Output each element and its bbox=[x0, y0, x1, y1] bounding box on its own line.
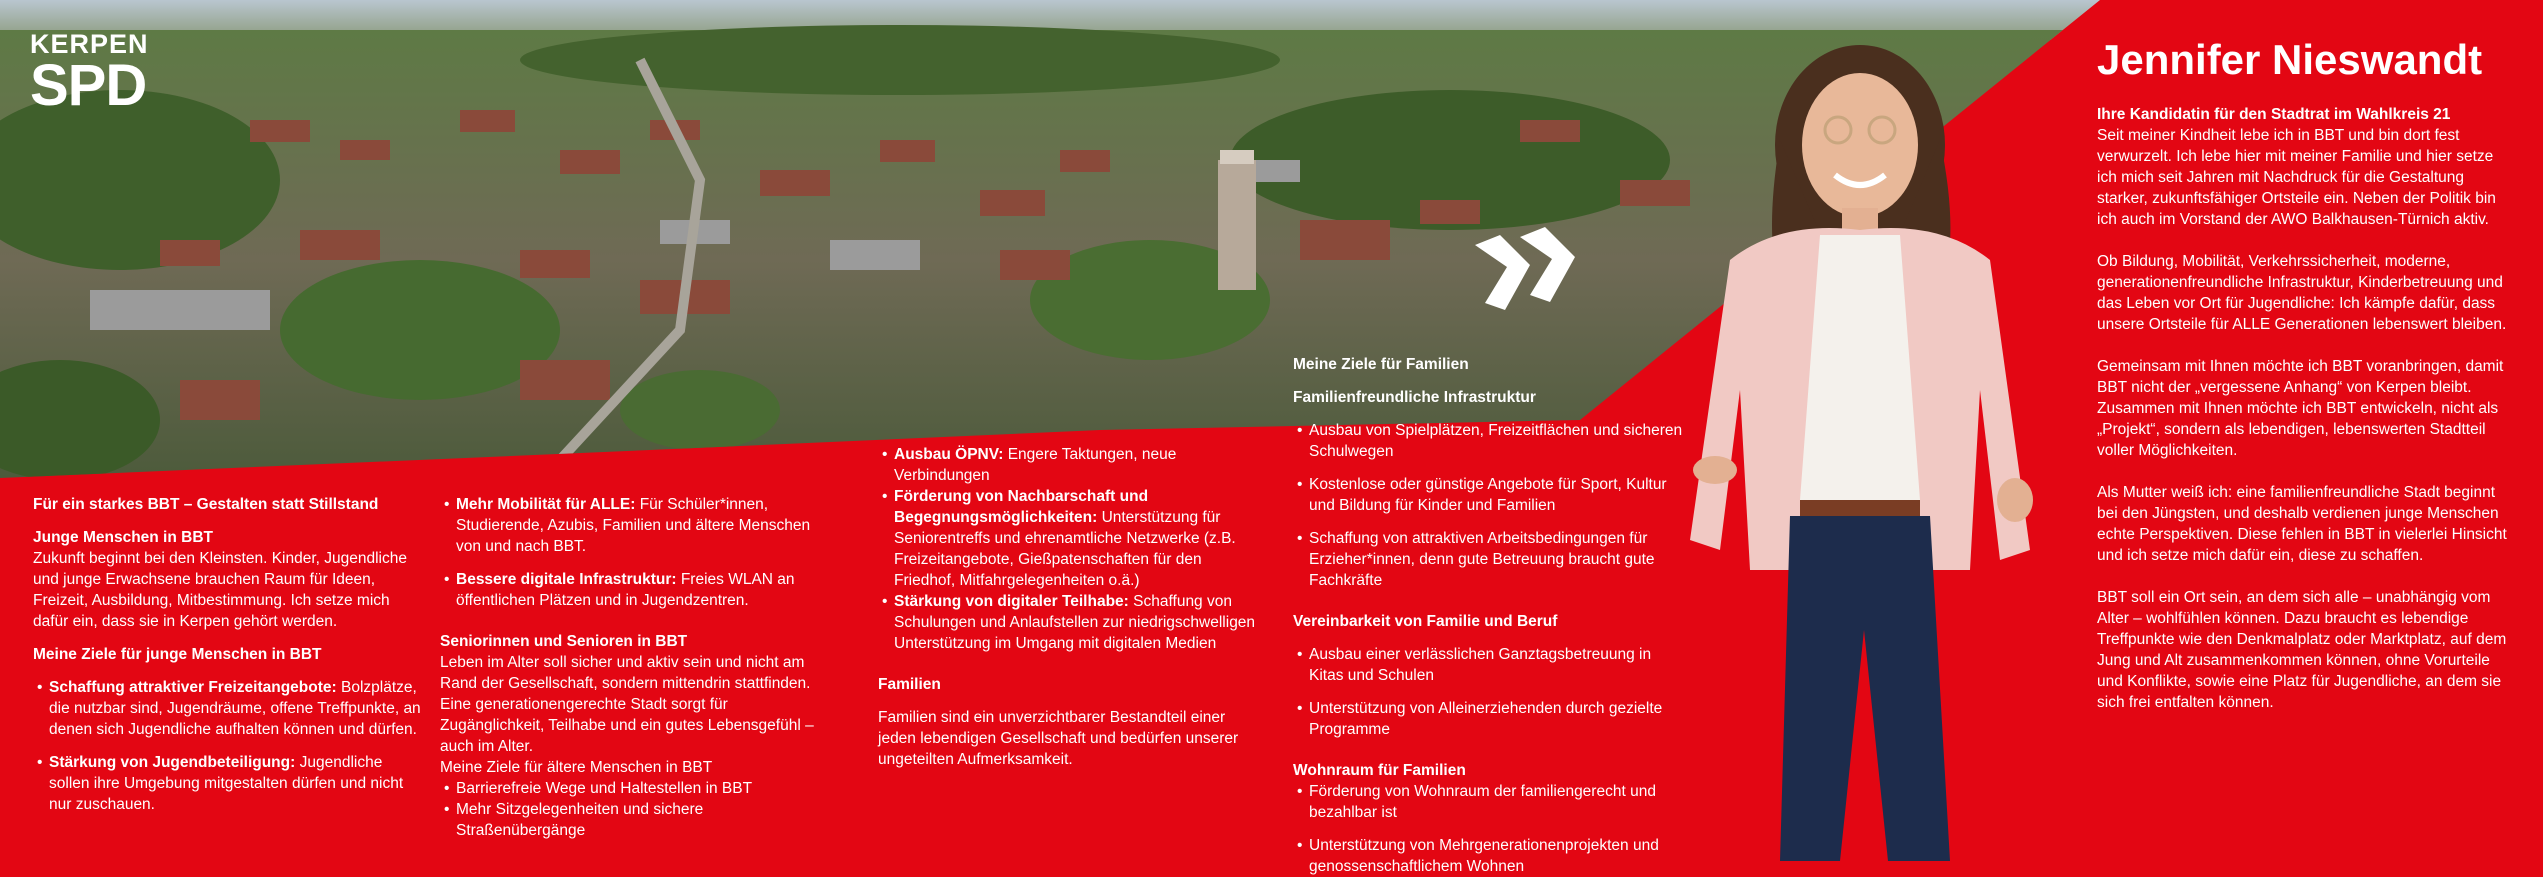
goals-heading: Meine Ziele für junge Menschen in BBT bbox=[33, 646, 322, 663]
list-item: • Kostenlose oder günstige Angebote für Sport, Kultur und Bildung für Kinder und Familien bbox=[1293, 474, 1683, 516]
column-family-goals bbox=[1293, 354, 1683, 877]
list-item: • Ausbau ÖPNV: Engere Taktungen, neue Verbindungen bbox=[878, 444, 1258, 486]
list-item: • Unterstützung von Alleinerziehenden durch gezielte Programme bbox=[1293, 698, 1683, 740]
section-intro: Zukunft beginnt bei den Kleinsten. Kinder, Jugendliche und junge Erwachsene brauchen Raum für Ideen, Freizeit, Ausbildung, Mitbestimmung. Ich setze mich dafür ein, dass sie in Kerpen gehört werden. bbox=[33, 550, 407, 630]
logo-spd: SPD bbox=[30, 53, 147, 118]
list-item: • Förderung von Nachbarschaft und Begegnungsmöglichkeiten: Unterstützung für Seniorentreffs und ehrenamtliche Netzwerke (z.B. Freizeitangebote, Gießpatenschaften für den Friedhof, Mitfahrgelegenheiten o.ä.) bbox=[878, 486, 1258, 591]
family-text: Familien sind ein unverzichtbarer Bestandteil einer jeden lebendigen Gesellschaft und bedürfen unserer ungeteilten Aufmerksamkeit. bbox=[878, 709, 1239, 768]
logo-kerpen: KERPEN bbox=[30, 29, 149, 59]
candidate-subtitle: Ihre Kandidatin für den Stadtrat im Wahlkreis 21 bbox=[2097, 106, 2451, 123]
list-item: • Stärkung von digitaler Teilhabe: Schaffung von Schulungen und Anlaufstellen zur niedrigschwelligen Unterstützung im Umgang mit digitalen Medien bbox=[878, 591, 1258, 654]
bio-paragraph-1: Seit meiner Kindheit lebe ich in BBT und bin dort fest verwurzelt. Ich lebe hier mit meiner Familie und hier setze ich mich seit Jahren mit Nachdruck für die Gestaltung starker, zukunftsfähiger Ortsteile ein. Neben der Politik bin ich auch im Vorstand der AWO Balkhausen-Türnich aktiv. bbox=[2097, 127, 2496, 228]
list-item: • Schaffung attraktiver Freizeitangebote: Bolzplätze, die nutzbar sind, Jugendräume, offene Treffpunkte, an denen sich Jugendliche aufhalten können und dürfen. bbox=[33, 677, 423, 740]
list-item: • Mehr Mobilität für ALLE: Für Schüler*innen, Studierende, Azubis, Familien und ältere Menschen von und nach BBT. bbox=[440, 494, 820, 557]
list-item: • Mehr Sitzgelegenheiten und sichere Straßenübergänge bbox=[440, 799, 820, 841]
housing-heading: Wohnraum für Familien bbox=[1293, 762, 1466, 779]
work-life-list bbox=[1293, 644, 1683, 740]
column-seniors-family bbox=[878, 444, 1258, 770]
goals-list bbox=[33, 677, 423, 815]
infrastructure-heading: Familienfreundliche Infrastruktur bbox=[1293, 389, 1536, 406]
candidate-photo bbox=[1620, 30, 2100, 861]
list-item: • Bessere digitale Infrastruktur: Freies WLAN an öffentlichen Plätzen und in Jugendzentren. bbox=[440, 569, 820, 611]
bio-paragraph-4: Als Mutter weiß ich: eine familienfreundliche Stadt beginnt bei den Jüngsten, und deshalb verdienen junge Menschen echte Perspektiven. Diese fehlen in BBT in vielerlei Hinsicht und ich setze mich dafür ein, diese zu schaffen. bbox=[2097, 484, 2507, 564]
list-item: • Barrierefreie Wege und Haltestellen in BBT bbox=[440, 778, 820, 799]
seniors-goals-heading: Meine Ziele für ältere Menschen in BBT bbox=[440, 759, 713, 776]
list-item: • Förderung von Wohnraum der familiengerecht und bezahlbar ist bbox=[1293, 781, 1683, 823]
column-young-people bbox=[33, 494, 423, 815]
spd-kerpen-logo bbox=[30, 29, 180, 118]
bio-paragraph-5: BBT soll ein Ort sein, an dem sich alle – unabhängig vom Alter – wohlfühlen können. Dazu braucht es lebendige Treffpunkte wie den Denkmalplatz oder Marktplatz, auf dem Jung und Alt zusammenkommen können, ohne Vorurteile und Konflikte, sowie eine Platz für Jugendliche, an dem sie sich frei entfalten können. bbox=[2097, 589, 2507, 711]
list-item: • Stärkung von Jugendbeteiligung: Jugendliche sollen ihre Umgebung mitgestalten dürfen und nicht nur zuschauen. bbox=[33, 752, 423, 815]
bio-paragraph-2: Ob Bildung, Mobilität, Verkehrssicherheit, moderne, generationenfreundliche Infrastruktur, Kinderbetreuung und das Leben vor Ort für Jugendliche: Ich kämpfe dafür, dass unsere Ortsteile für ALLE Generationen lebenswert bleiben. bbox=[2097, 253, 2507, 333]
seniors-text: Leben im Alter soll sicher und aktiv sein und nicht am Rand der Gesellschaft, sondern mittendrin stattfinden. Eine generationengerechte Stadt sorgt für Zugänglichkeit, Teilhabe und ein gutes Lebensgefühl – auch im Alter. bbox=[440, 654, 814, 755]
list-item: • Ausbau einer verlässlichen Ganztagsbetreuung in Kitas und Schulen bbox=[1293, 644, 1683, 686]
infrastructure-list bbox=[1293, 420, 1683, 591]
list-item: • Ausbau von Spielplätzen, Freizeitflächen und sicheren Schulwegen bbox=[1293, 420, 1683, 462]
housing-list bbox=[1293, 781, 1683, 877]
family-goals-heading: Meine Ziele für Familien bbox=[1293, 356, 1469, 373]
family-heading: Familien bbox=[878, 676, 941, 693]
candidate-bio bbox=[2097, 104, 2517, 734]
chevron-arrows-icon bbox=[1475, 225, 1585, 315]
column-mobility-seniors bbox=[440, 494, 820, 841]
seniors-list bbox=[440, 778, 820, 841]
work-life-heading: Vereinbarkeit von Familie und Beruf bbox=[1293, 613, 1558, 630]
list-item: • Schaffung von attraktiven Arbeitsbedingungen für Erzieher*innen, denn gute Betreuung braucht gute Fachkräfte bbox=[1293, 528, 1683, 591]
seniors-goals-list bbox=[878, 444, 1258, 654]
candidate-name: Jennifer Nieswandt bbox=[2097, 36, 2483, 83]
section-heading: Für ein starkes BBT – Gestalten statt Stillstand bbox=[33, 496, 379, 513]
seniors-heading: Seniorinnen und Senioren in BBT bbox=[440, 633, 688, 650]
list-item: • Unterstützung von Mehrgenerationenprojekten und genossenschaftlichem Wohnen bbox=[1293, 835, 1683, 877]
mobility-list bbox=[440, 494, 820, 611]
bio-paragraph-3: Gemeinsam mit Ihnen möchte ich BBT voranbringen, damit BBT nicht der „vergessene Anhang“ von Kerpen bleibt. Zusammen mit Ihnen möchte ich BBT entwickeln, nicht als „Projekt“, sondern als lebendigen, lebenswerten Stadtteil voller Möglichkeiten. bbox=[2097, 358, 2504, 459]
section-subheading: Junge Menschen in BBT bbox=[33, 529, 213, 546]
